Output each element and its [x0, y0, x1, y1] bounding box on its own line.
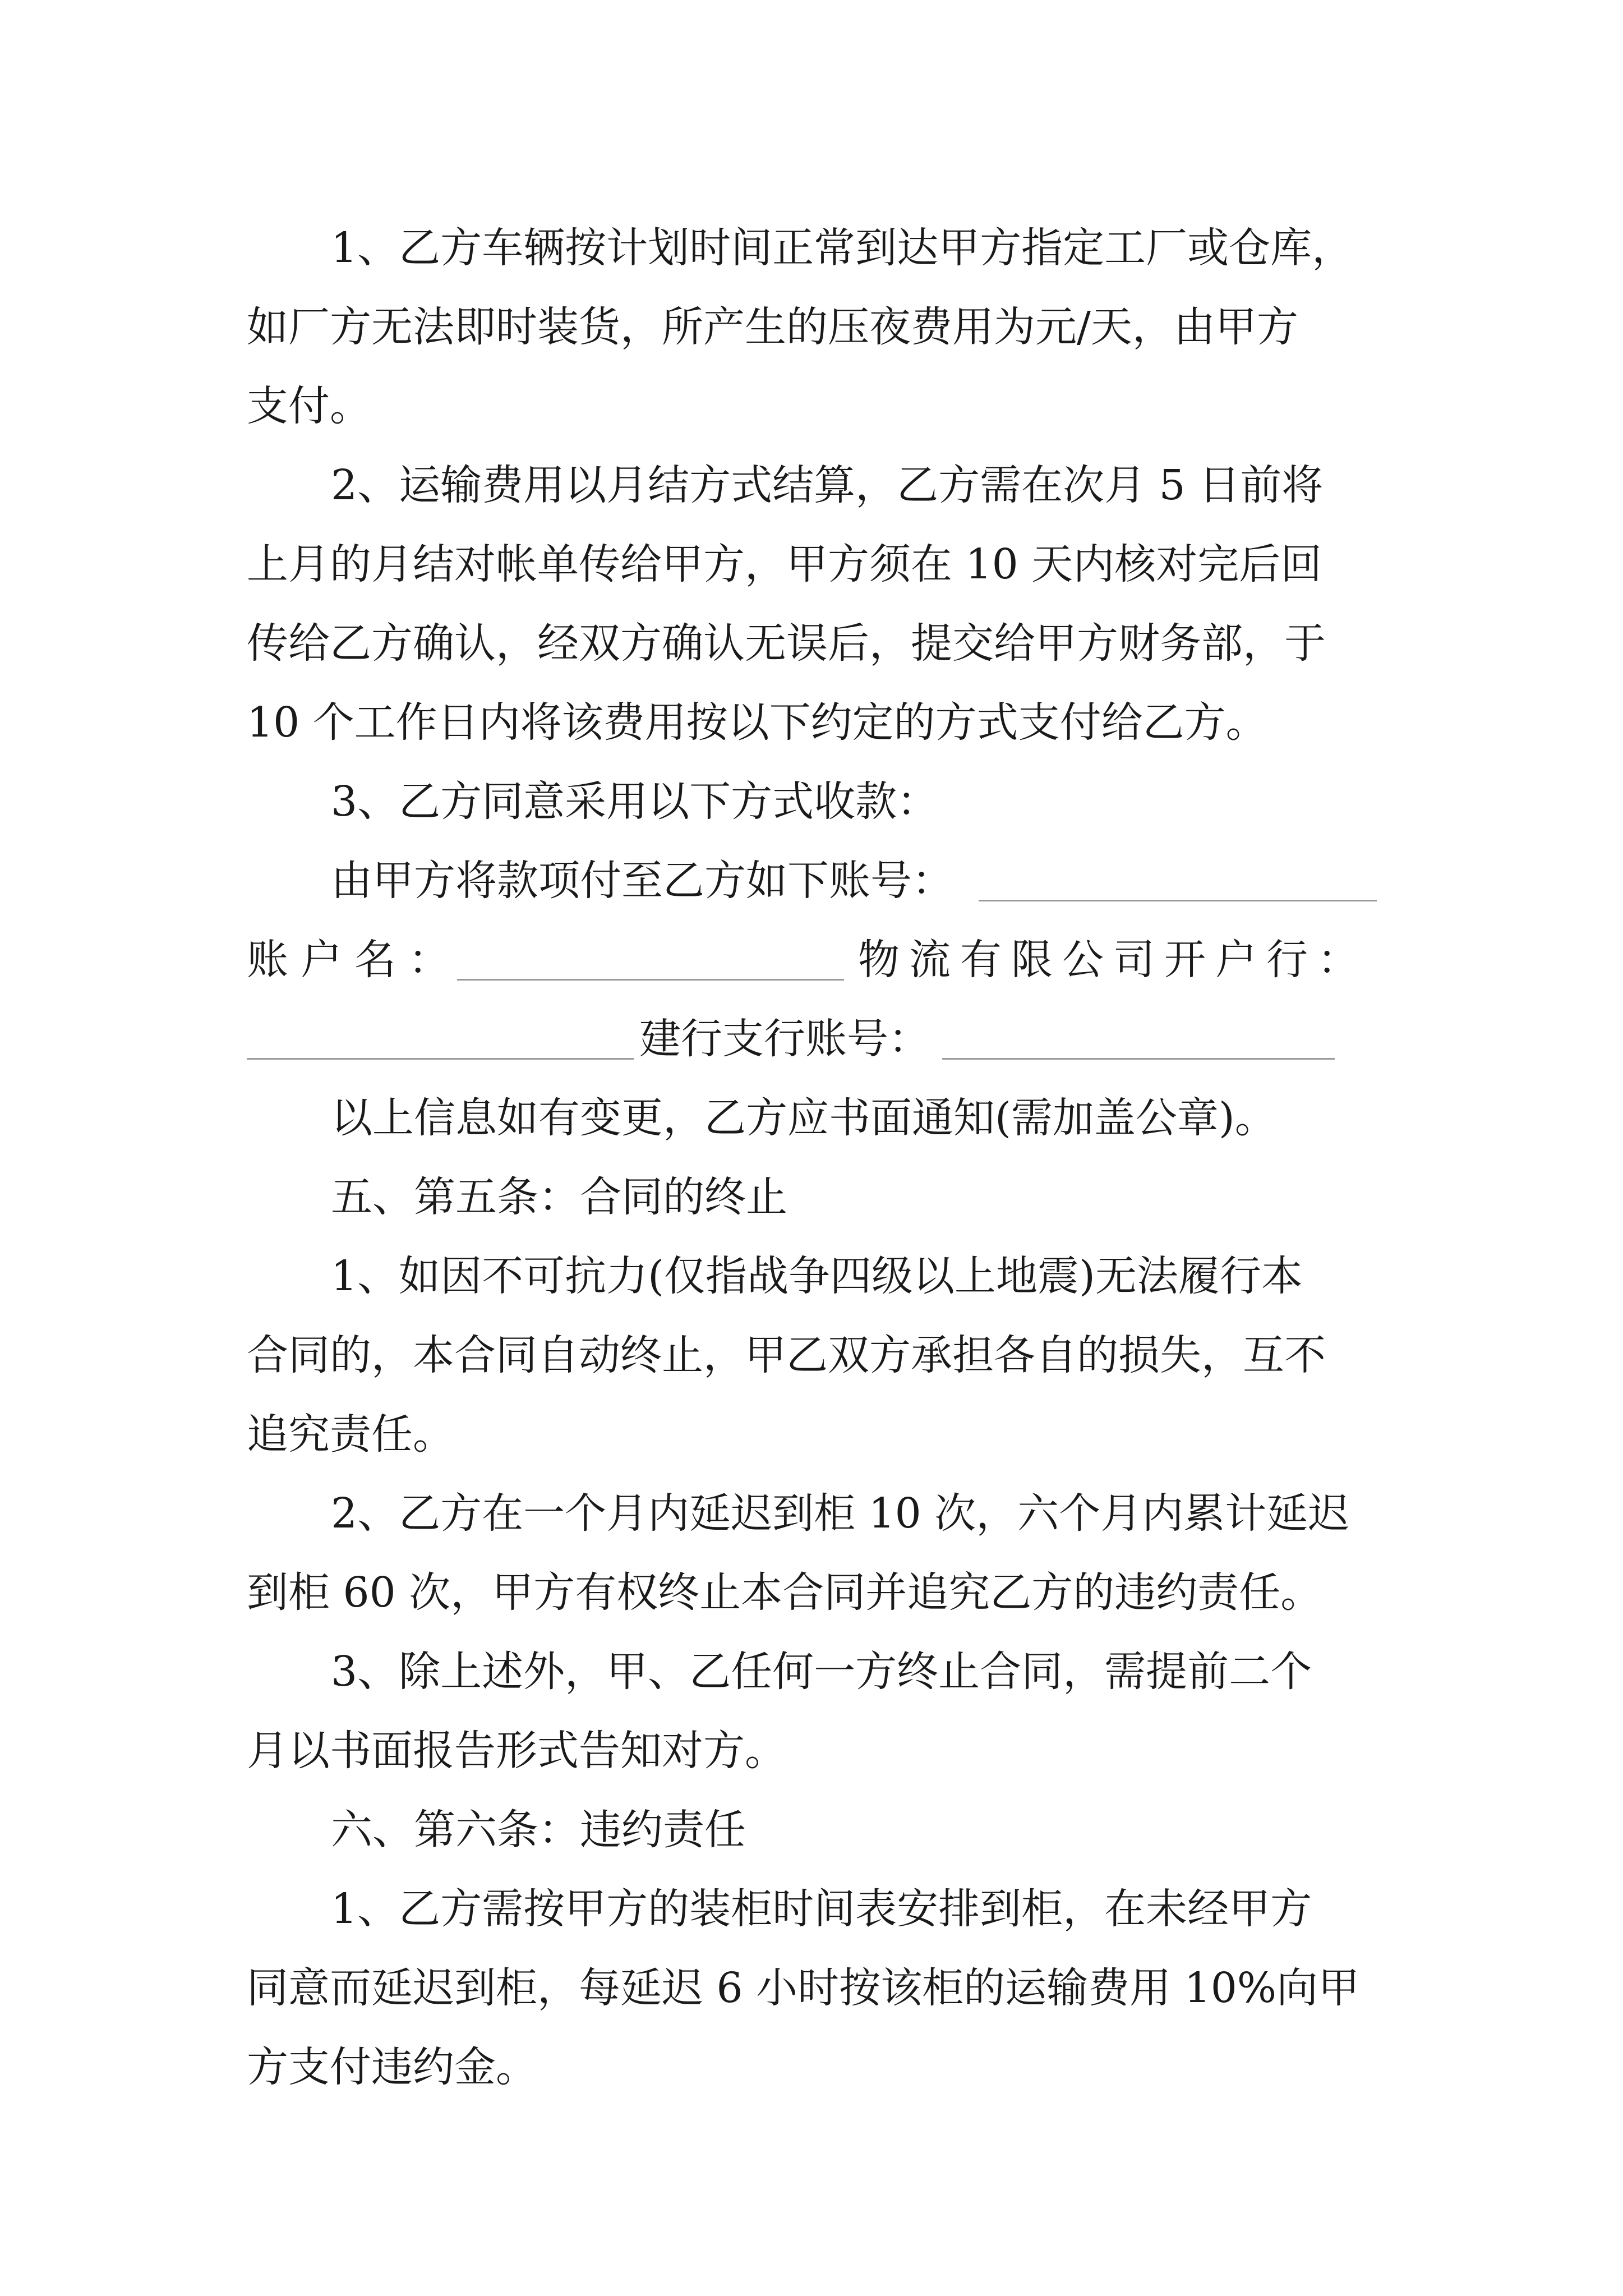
- bank-label: 物流有限公司开户行：: [858, 936, 1368, 984]
- text-line: 2、乙方在一个月内延迟到柜 10 次，六个月内累计延迟: [331, 1489, 1350, 1538]
- text-line: 上月的月结对帐单传给甲方，甲方须在 10 天内核对完后回: [247, 540, 1322, 588]
- paragraph-line: [0, 765, 1623, 838]
- text-line: 1、乙方需按甲方的装柜时间表安排到柜，在未经甲方: [331, 1885, 1312, 1933]
- account-intro-label: 由甲方将款项付至乙方如下账号：: [331, 857, 953, 905]
- paragraph-line: [0, 1398, 1623, 1471]
- paragraph-line: [0, 1319, 1623, 1392]
- text-line: 以上信息如有变更，乙方应书面通知(需加盖公章)。: [331, 1094, 1276, 1142]
- paragraph-line: [0, 2031, 1623, 2104]
- branch-account-label: 建行支行账号：: [639, 1015, 930, 1063]
- text-line: 3、除上述外，甲、乙任何一方终止合同，需提前二个: [331, 1648, 1312, 1696]
- text-line: 月以书面报告形式告知对方。: [247, 1727, 786, 1775]
- text-line: 3、乙方同意采用以下方式收款：: [331, 777, 939, 826]
- section-5-heading: 五、第五条：合同的终止: [331, 1173, 787, 1221]
- text-line: 1、如因不可抗力(仅指战争四级以上地震)无法履行本: [331, 1252, 1303, 1300]
- text-line: 如厂方无法即时装货，所产生的压夜费用为元/天，由甲方: [247, 303, 1298, 351]
- section-heading: [0, 1161, 1623, 1234]
- paragraph-line: [0, 1714, 1623, 1787]
- text-line: 支付。: [247, 382, 371, 430]
- text-line: 传给乙方确认，经双方确认无误后，提交给甲方财务部，于: [247, 619, 1326, 668]
- text-line: 同意而延迟到柜，每延迟 6 小时按该柜的运输费用 10%向甲: [247, 1964, 1360, 2012]
- section-heading: [0, 1793, 1623, 1866]
- account-intro-line: [0, 844, 1623, 917]
- paragraph-line: [0, 1872, 1623, 1945]
- bank-branch-line: [0, 1002, 1623, 1075]
- text-line: 合同的，本合同自动终止，甲乙双方承担各自的损失，互不: [247, 1331, 1326, 1379]
- account-name-blank: [457, 979, 844, 981]
- paragraph-line: [0, 1635, 1623, 1708]
- paragraph-line: [0, 607, 1623, 680]
- paragraph-line: [0, 291, 1623, 364]
- text-line: 追究责任。: [247, 1410, 454, 1458]
- text-line: 2、运输费用以月结方式结算，乙方需在次月 5 日前将: [331, 461, 1324, 509]
- account-name-line: [0, 923, 1623, 996]
- text-line: 到柜 60 次，甲方有权终止本合同并追究乙方的违约责任。: [247, 1568, 1322, 1617]
- bank-name-blank: [247, 1058, 634, 1060]
- branch-account-blank: [942, 1058, 1335, 1060]
- paragraph-line: [0, 1082, 1623, 1154]
- paragraph-line: [0, 1240, 1623, 1313]
- paragraph-line: [0, 1477, 1623, 1550]
- paragraph-line: [0, 686, 1623, 759]
- paragraph-line: [0, 1952, 1623, 2024]
- section-6-heading: 六、第六条：违约责任: [331, 1806, 746, 1854]
- paragraph-line: [0, 211, 1623, 284]
- paragraph-line: [0, 528, 1623, 601]
- account-name-label: 账户名：: [247, 936, 462, 984]
- paragraph-line: [0, 370, 1623, 443]
- text-line: 1、乙方车辆按计划时间正常到达甲方指定工厂或仓库，: [331, 224, 1354, 272]
- text-line: 方支付违约金。: [247, 2043, 537, 2091]
- text-line: 10 个工作日内将该费用按以下约定的方式支付给乙方。: [247, 698, 1267, 747]
- account-number-blank: [979, 900, 1377, 901]
- paragraph-line: [0, 1556, 1623, 1629]
- paragraph-line: [0, 449, 1623, 522]
